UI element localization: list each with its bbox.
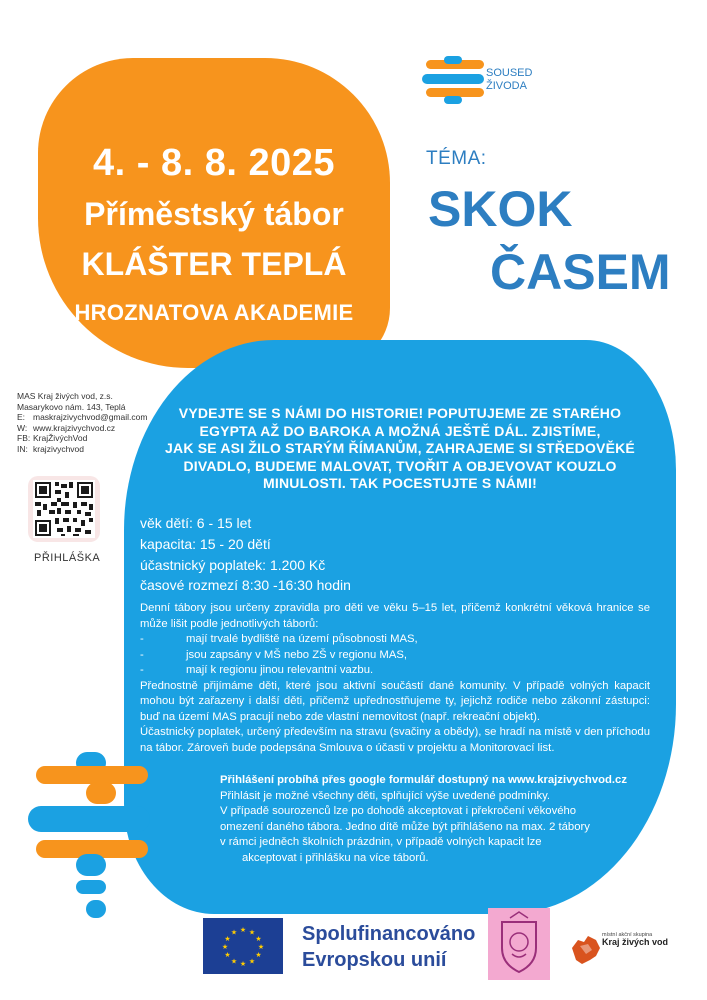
theme-title-line1: SKOK: [428, 181, 573, 237]
svg-text:★: ★: [239, 960, 247, 968]
info-fee: účastnický poplatek: 1.200 Kč: [140, 557, 326, 573]
details-text: Denní tábory jsou určeny zpravidla pro děti ve věku 5–15 let, přičemž konkrétní věková hranice se může lišit podle jednotlivých táborů: - mají trvalé bydliště na území působnosti MAS, - jsou zapsány v MŠ nebo ZŠ v regionu MAS, - mají k regionu jinou relevantní vazbu. Přednostně přijímáme děti, které jsou aktivní součástí dané komunity. V případě volných kapacit mohou být zařazeny i další děti, přičemž upřednostňujeme ty, jejichž rodiče nebo zákonní zástupci: buď na území MAS pracují nebo zde vlastní nemovitost (např. rekreační objekt). Účastnický poplatek, určený především na stravu (svačiny a obědy), se hradí na místě v den příchodu na tábor. Zároveň bude podepsána Smlouva o účasti v projektu a Monitorovací list.: [140, 602, 650, 754]
svg-text:★: ★: [255, 935, 262, 943]
svg-text:★: ★: [239, 926, 247, 934]
facebook-link[interactable]: KrajŽivýchVod: [33, 433, 88, 443]
camp-type: Příměstský tábor: [84, 196, 344, 232]
list-item: - mají k regionu jinou relevantní vazbu.: [140, 664, 374, 676]
info-capacity: kapacita: 15 - 20 dětí: [140, 536, 271, 552]
svg-text:★: ★: [224, 935, 231, 943]
svg-text:★: ★: [230, 957, 238, 966]
svg-text:★: ★: [255, 951, 262, 959]
svg-text:★: ★: [248, 957, 256, 966]
svg-text:★: ★: [224, 951, 231, 959]
headline: VYDEJTE SE S NÁMI DO HISTORIE! POPUTUJEME ZE STARÉHO EGYPTA AŽ DO BAROKA A MOŽNÁ JEŠTĚ DÁL. ZJISTÍME, JAK SE ASI ŽILO STARÝM ŘÍMANŮM, ZAHRAJEME SI STŘEDOVĚKÉ DIVADLO, BUDEME MALOVAT, TVOŘIT A OBJEVOVAT KOUZLO MINULOSTI. TAK POCESTUJTE S NÁMI!: [165, 405, 635, 491]
organization-info: MAS Kraj živých vod, z.s. Masarykovo nám. 143, Teplá E: maskrajzivychvod@gmail.com W: www.krajzivychvod.cz FB: KrajŽivýchVod IN: krajzivychvod: [17, 391, 148, 454]
info-age: věk dětí: 6 - 15 let: [140, 515, 252, 531]
qr-label: PŘIHLÁŠKA: [34, 552, 101, 564]
list-item: - jsou zapsány v MŠ nebo ZŠ v regionu MAS,: [140, 648, 408, 661]
svg-text:★: ★: [257, 943, 265, 951]
info-time: časové rozmezí 8:30 -16:30 hodin: [140, 577, 351, 593]
web-link[interactable]: www.krajzivychvod.cz: [33, 422, 116, 433]
registration-text: Přihlášení probíhá přes google formulář dostupný na www.krajzivychvod.cz Přihlásit je možné všechny děti, splňující výše uvedené podmínky. V případě sourozenců lze po dohodě akceptovat i překročení věkového omezení daného tábora. Jedno dítě může být přihlášeno na max. 2 tábory v rámci jedněch školních prázdnin, v případě volných kapacit lze akceptovat i přihlášku na více táborů.: [220, 774, 627, 864]
theme-title-line2: ČASEM: [490, 244, 671, 300]
soused-zivoda-logo-text: SOUSED ŽIVODA: [486, 67, 533, 92]
camp-date: 4. - 8. 8. 2025: [93, 142, 335, 184]
svg-text:★: ★: [230, 928, 238, 937]
eu-cofinanced-text: Spolufinancováno Evropskou unií: [302, 923, 476, 971]
mas-logo-text: místní akční skupina Kraj živých vod: [602, 932, 669, 947]
qr-code-icon[interactable]: [33, 480, 95, 538]
crest-icon: [488, 908, 550, 980]
list-item: - mají trvalé bydliště na území působnosti MAS,: [140, 633, 418, 645]
svg-text:★: ★: [248, 928, 256, 937]
svg-text:★: ★: [221, 943, 229, 951]
camp-location: KLÁŠTER TEPLÁ: [81, 246, 347, 282]
theme-label: TÉMA:: [426, 148, 487, 169]
camp-venue: HROZNATOVA AKADEMIE: [74, 300, 354, 325]
eu-flag-icon: [203, 918, 283, 974]
soused-zivoda-large-logo-icon: [28, 752, 158, 922]
instagram-link[interactable]: krajzivychvod: [33, 443, 85, 454]
email-link[interactable]: maskrajzivychvod@gmail.com: [33, 412, 148, 422]
